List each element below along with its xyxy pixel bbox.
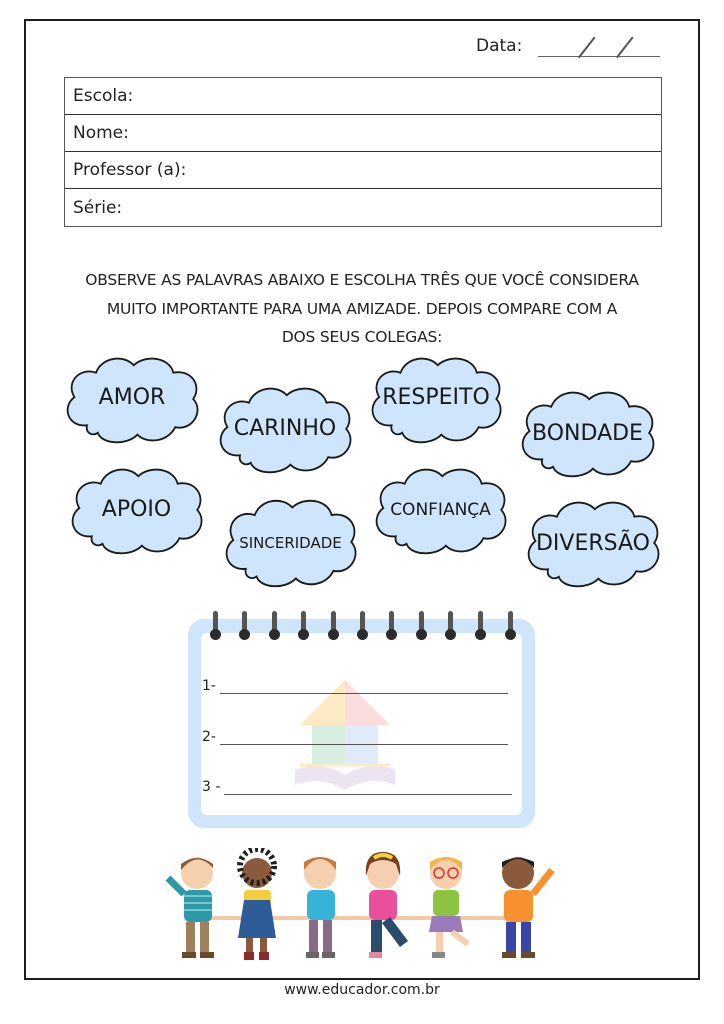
cloud-word: RESPEITO [382,385,490,410]
student-info-table [64,77,662,227]
answer-line-1[interactable] [220,693,508,694]
children-holding-hands-illustration [160,848,565,966]
answer-label-1: 1- [202,678,216,694]
word-cloud-apoio[interactable] [65,463,208,557]
answer-line-2[interactable] [220,744,508,745]
kid-6 [502,857,552,958]
date-label: Data: [476,36,523,56]
word-cloud-sinceridade[interactable] [219,494,362,590]
word-cloud-bondade[interactable] [515,386,660,480]
field-escola[interactable] [65,78,661,115]
field-label: Professor (a): [73,160,187,180]
field-professor[interactable] [65,152,661,189]
cloud-word: SINCERIDADE [239,534,342,552]
cloud-word: APOIO [101,497,172,522]
kid-5 [429,857,468,958]
spiral-ring-icon [506,611,514,641]
cloud-word: BONDADE [532,421,643,446]
spiral-ring-icon [270,611,278,641]
spiral-ring-icon [417,611,425,641]
spiral-ring-icon [358,611,366,641]
answer-label-3: 3 - [202,779,221,795]
spiral-ring-icon [329,611,337,641]
spiral-ring-icon [476,611,484,641]
kid-3 [304,857,336,958]
word-cloud-respeito[interactable] [365,352,507,446]
field-label: Escola: [73,86,134,106]
spiral-ring-icon [387,611,395,641]
instructions-line: MUITO IMPORTANTE PARA UMA AMIZADE. DEPOIS COMPARE COM A [106,299,618,318]
answer-line-3[interactable] [224,794,512,795]
word-cloud-carinho[interactable] [213,382,357,476]
footer-website-link[interactable]: www.educador.com.br [284,982,440,998]
instructions-line: OBSERVE AS PALAVRAS ABAIXO E ESCOLHA TRÊS QUE VOCÊ CONSIDERA [85,271,639,289]
spiral-ring-icon [299,611,307,641]
cloud-word: CARINHO [233,416,337,441]
date-field[interactable] [538,56,660,57]
field-serie[interactable] [65,189,661,226]
word-cloud-diversao[interactable] [521,496,665,590]
spiral-ring-icon [211,611,219,641]
kid-1 [168,857,214,958]
spiral-ring-icon [240,611,248,641]
cloud-word: DIVERSÃO [535,531,651,556]
word-cloud-amor[interactable] [60,352,204,446]
cloud-word: AMOR [98,385,166,410]
kid-2 [238,849,276,960]
word-cloud-confianca[interactable] [369,463,512,557]
cloud-word: CONFIANÇA [390,500,491,520]
instructions-line: DOS SEUS COLEGAS: [281,328,443,346]
instructions [50,266,674,352]
field-nome[interactable] [65,115,661,152]
spiral-ring-icon [446,611,454,641]
field-label: Série: [73,197,123,218]
answer-label-2: 2- [202,729,216,745]
field-label: Nome: [73,123,129,143]
kid-4 [366,852,404,958]
